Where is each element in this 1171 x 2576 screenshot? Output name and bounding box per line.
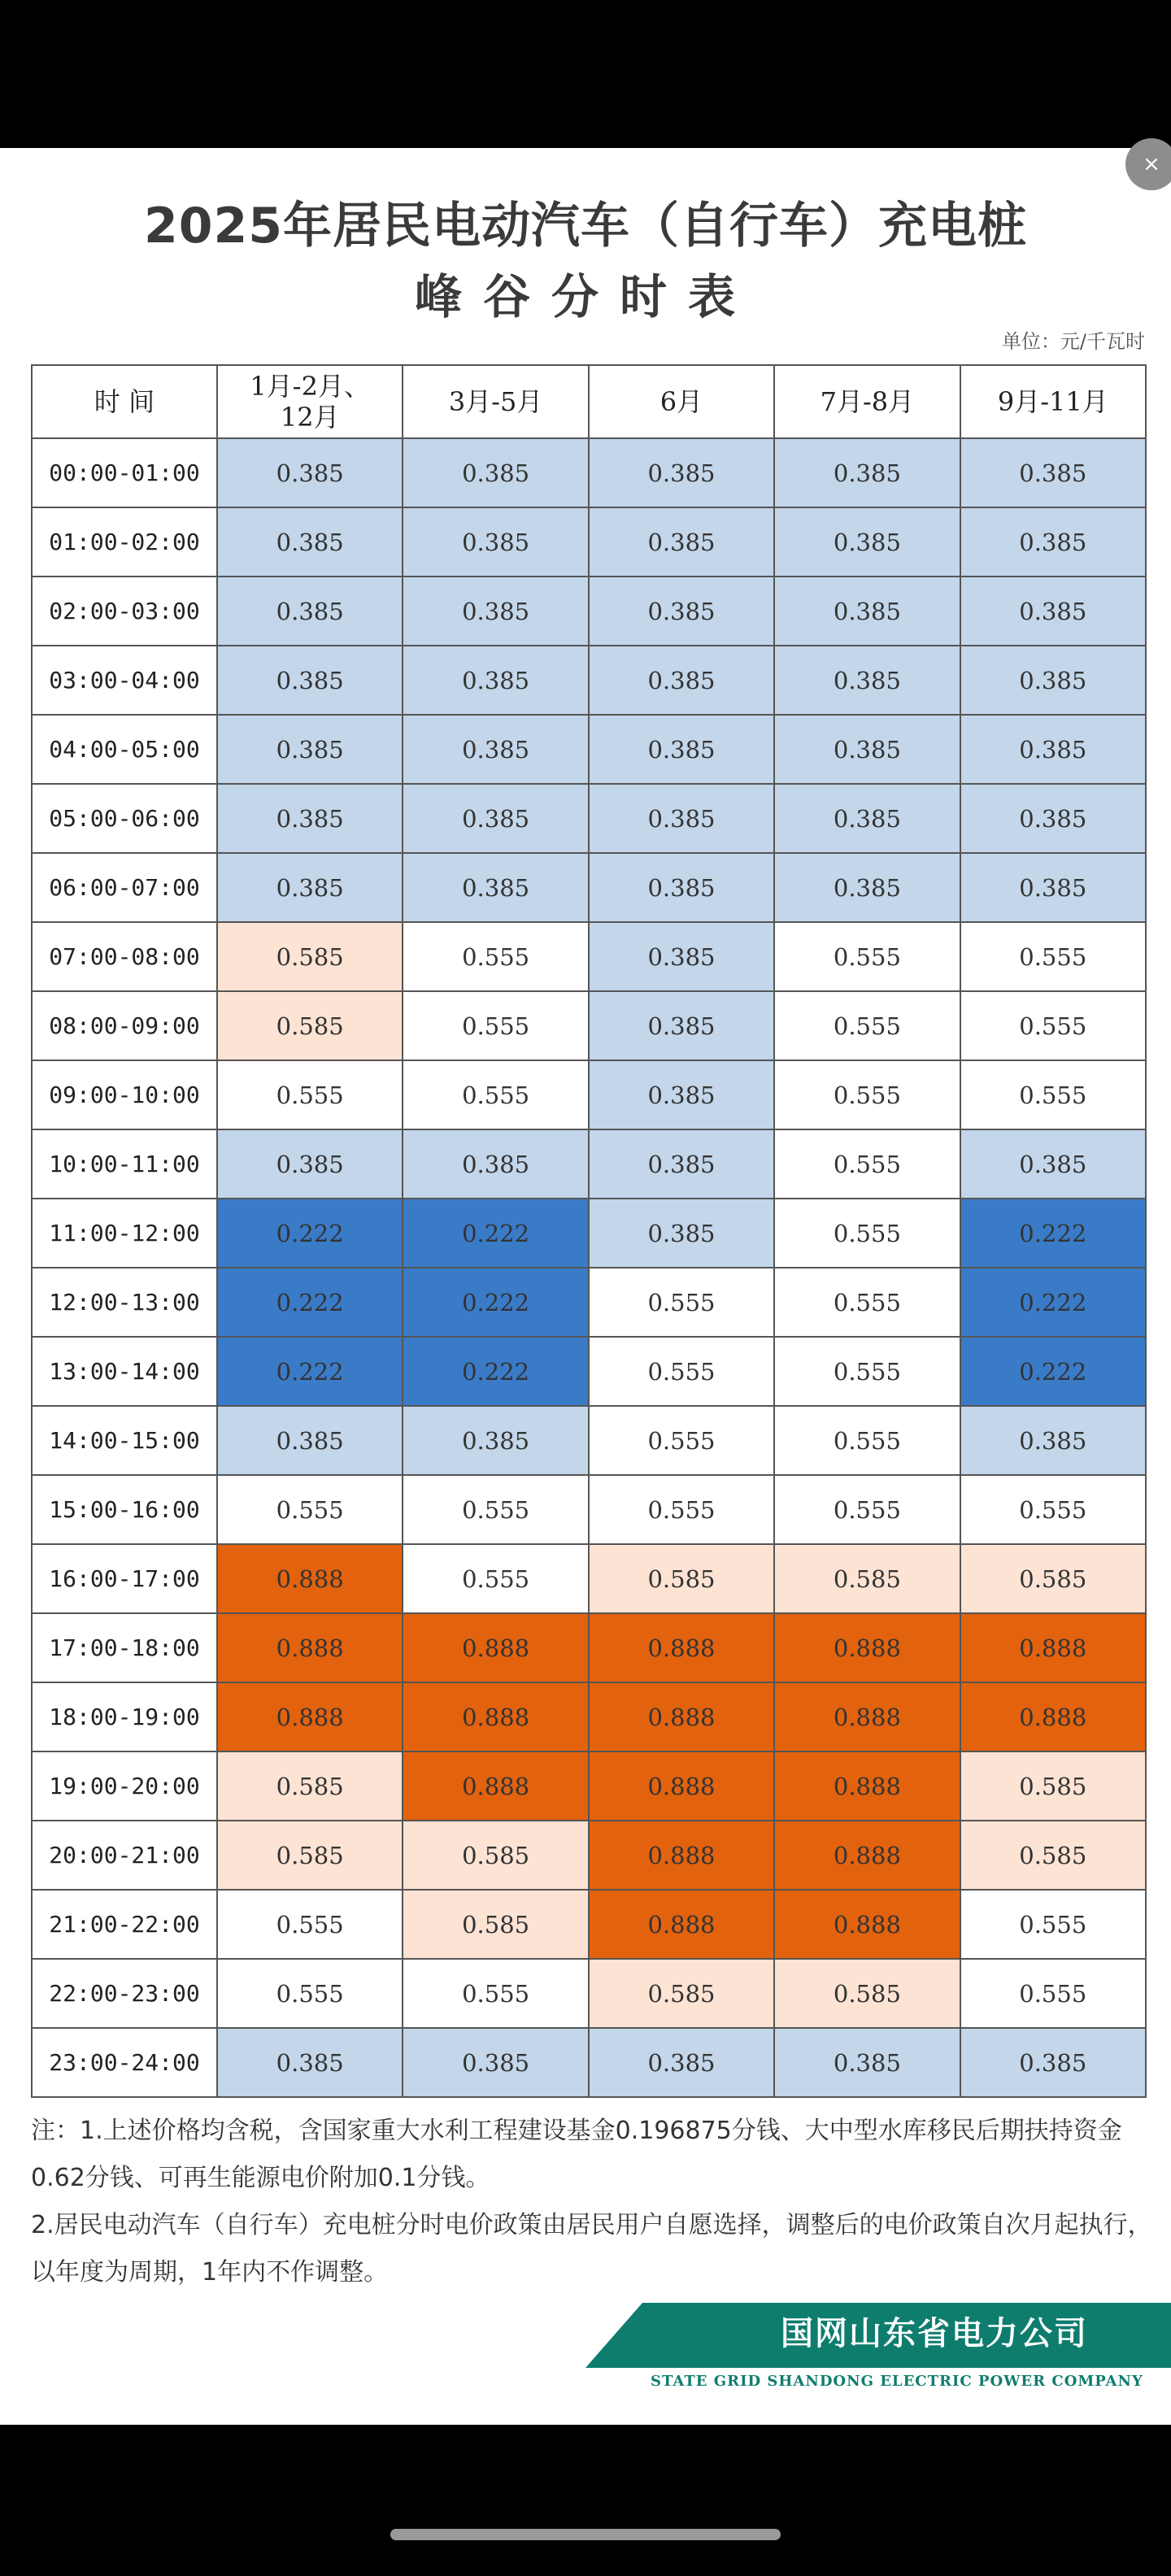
price-cell: 0.385 <box>961 1407 1147 1476</box>
price-cell: 0.555 <box>961 1476 1147 1545</box>
price-cell: 0.585 <box>403 1821 589 1891</box>
time-cell: 05:00-06:00 <box>33 785 218 854</box>
close-button[interactable]: × <box>1125 138 1171 190</box>
price-cell: 0.385 <box>403 1407 589 1476</box>
home-indicator[interactable] <box>390 2529 781 2540</box>
time-cell: 23:00-24:00 <box>33 2029 218 2098</box>
time-cell: 03:00-04:00 <box>33 646 218 716</box>
price-cell: 0.585 <box>403 1891 589 1960</box>
price-cell: 0.385 <box>403 577 589 646</box>
time-cell: 21:00-22:00 <box>33 1891 218 1960</box>
price-cell: 0.555 <box>590 1268 775 1338</box>
price-cell: 0.222 <box>403 1268 589 1338</box>
price-cell: 0.385 <box>961 2029 1147 2098</box>
price-cell: 0.385 <box>590 439 775 508</box>
price-cell: 0.385 <box>403 508 589 577</box>
price-cell: 0.888 <box>961 1614 1147 1683</box>
price-cell: 0.555 <box>403 1960 589 2029</box>
price-cell: 0.555 <box>590 1407 775 1476</box>
price-cell: 0.385 <box>590 577 775 646</box>
time-cell: 11:00-12:00 <box>33 1199 218 1268</box>
price-cell: 0.888 <box>775 1752 960 1821</box>
price-cell: 0.385 <box>218 439 403 508</box>
price-cell: 0.585 <box>218 1821 403 1891</box>
time-cell: 00:00-01:00 <box>33 439 218 508</box>
price-cell: 0.385 <box>775 577 960 646</box>
price-cell: 0.888 <box>590 1752 775 1821</box>
price-cell: 0.222 <box>218 1199 403 1268</box>
header-month-3: 6月 <box>590 366 775 439</box>
price-cell: 0.222 <box>961 1199 1147 1268</box>
company-logo-en: STATE GRID SHANDONG ELECTRIC POWER COMPANY <box>651 2373 1143 2390</box>
price-cell: 0.385 <box>961 1130 1147 1199</box>
price-cell: 0.555 <box>775 923 960 992</box>
price-cell: 0.385 <box>961 439 1147 508</box>
price-cell: 0.888 <box>590 1614 775 1683</box>
time-cell: 02:00-03:00 <box>33 577 218 646</box>
price-cell: 0.385 <box>590 1199 775 1268</box>
unit-label: 单位：元/千瓦时 <box>1001 330 1145 353</box>
price-cell: 0.385 <box>590 2029 775 2098</box>
price-cell: 0.888 <box>775 1614 960 1683</box>
status-bar-area <box>0 0 1171 148</box>
price-cell: 0.222 <box>218 1338 403 1407</box>
price-cell: 0.555 <box>775 1268 960 1338</box>
time-cell: 12:00-13:00 <box>33 1268 218 1338</box>
price-cell: 0.555 <box>775 1338 960 1407</box>
price-cell: 0.222 <box>961 1268 1147 1338</box>
price-cell: 0.888 <box>218 1545 403 1614</box>
price-cell: 0.385 <box>775 2029 960 2098</box>
time-cell: 22:00-23:00 <box>33 1960 218 2029</box>
price-cell: 0.585 <box>775 1960 960 2029</box>
price-cell: 0.385 <box>403 439 589 508</box>
price-cell: 0.222 <box>218 1268 403 1338</box>
time-cell: 18:00-19:00 <box>33 1683 218 1752</box>
price-cell: 0.385 <box>961 716 1147 785</box>
price-cell: 0.555 <box>775 992 960 1061</box>
price-cell: 0.585 <box>218 923 403 992</box>
price-cell: 0.385 <box>218 577 403 646</box>
header-month-5: 9月-11月 <box>961 366 1147 439</box>
price-cell: 0.585 <box>961 1821 1147 1891</box>
price-cell: 0.585 <box>218 992 403 1061</box>
price-cell: 0.385 <box>961 646 1147 716</box>
price-cell: 0.555 <box>961 1891 1147 1960</box>
price-cell: 0.585 <box>218 1752 403 1821</box>
time-cell: 01:00-02:00 <box>33 508 218 577</box>
price-cell: 0.385 <box>961 785 1147 854</box>
price-cell: 0.222 <box>961 1338 1147 1407</box>
price-cell: 0.385 <box>403 2029 589 2098</box>
price-cell: 0.222 <box>403 1199 589 1268</box>
price-cell: 0.385 <box>775 439 960 508</box>
price-cell: 0.385 <box>961 508 1147 577</box>
header-time: 时 间 <box>33 366 218 439</box>
price-cell: 0.555 <box>403 1061 589 1130</box>
price-cell: 0.385 <box>218 1407 403 1476</box>
company-logo-cn: 国网山东省电力公司 <box>781 2315 1088 2352</box>
price-cell: 0.555 <box>961 992 1147 1061</box>
price-cell: 0.385 <box>590 785 775 854</box>
time-cell: 14:00-15:00 <box>33 1407 218 1476</box>
price-cell: 0.385 <box>961 854 1147 923</box>
page-subtitle: 峰谷分时表 <box>414 269 756 324</box>
document-page <box>0 148 1171 2425</box>
price-cell: 0.385 <box>590 508 775 577</box>
price-cell: 0.385 <box>775 716 960 785</box>
price-cell: 0.385 <box>403 785 589 854</box>
price-cell: 0.555 <box>403 1545 589 1614</box>
price-cell: 0.555 <box>775 1199 960 1268</box>
price-cell: 0.385 <box>403 1130 589 1199</box>
price-cell: 0.555 <box>403 992 589 1061</box>
price-cell: 0.385 <box>590 854 775 923</box>
price-cell: 0.585 <box>961 1752 1147 1821</box>
time-cell: 08:00-09:00 <box>33 992 218 1061</box>
price-cell: 0.385 <box>961 577 1147 646</box>
header-month-4: 7月-8月 <box>775 366 960 439</box>
price-cell: 0.385 <box>590 1130 775 1199</box>
price-cell: 0.555 <box>961 1960 1147 2029</box>
price-cell: 0.555 <box>775 1061 960 1130</box>
time-cell: 04:00-05:00 <box>33 716 218 785</box>
price-cell: 0.555 <box>218 1476 403 1545</box>
price-cell: 0.555 <box>403 923 589 992</box>
price-cell: 0.585 <box>590 1545 775 1614</box>
time-cell: 16:00-17:00 <box>33 1545 218 1614</box>
time-cell: 15:00-16:00 <box>33 1476 218 1545</box>
price-cell: 0.888 <box>403 1683 589 1752</box>
header-month-2: 3月-5月 <box>403 366 589 439</box>
time-cell: 07:00-08:00 <box>33 923 218 992</box>
note-2: 2.居民电动汽车（自行车）充电桩分时电价政策由居民用户自愿选择，调整后的电价政策自次月起执行，以年度为周期，1年内不作调整。 <box>31 2211 1152 2287</box>
time-cell: 13:00-14:00 <box>33 1338 218 1407</box>
price-cell: 0.385 <box>403 646 589 716</box>
price-cell: 0.555 <box>403 1476 589 1545</box>
time-cell: 10:00-11:00 <box>33 1130 218 1199</box>
price-cell: 0.585 <box>775 1545 960 1614</box>
price-cell: 0.888 <box>218 1683 403 1752</box>
time-cell: 09:00-10:00 <box>33 1061 218 1130</box>
price-cell: 0.888 <box>775 1821 960 1891</box>
price-cell: 0.385 <box>775 646 960 716</box>
price-cell: 0.222 <box>403 1338 589 1407</box>
price-cell: 0.555 <box>590 1476 775 1545</box>
note-1: 注：1.上述价格均含税，含国家重大水利工程建设基金0.196875分钱、大中型水库移民后期扶持资金0.62分钱、可再生能源电价附加0.1分钱。 <box>31 2117 1122 2192</box>
price-cell: 0.385 <box>218 2029 403 2098</box>
price-cell: 0.585 <box>590 1960 775 2029</box>
price-cell: 0.555 <box>218 1960 403 2029</box>
header-month-1: 1月-2月、 12月 <box>218 366 403 439</box>
price-cell: 0.385 <box>218 508 403 577</box>
price-cell: 0.555 <box>590 1338 775 1407</box>
price-cell: 0.555 <box>218 1061 403 1130</box>
price-cell: 0.888 <box>218 1614 403 1683</box>
price-cell: 0.888 <box>961 1683 1147 1752</box>
time-cell: 06:00-07:00 <box>33 854 218 923</box>
time-cell: 20:00-21:00 <box>33 1821 218 1891</box>
price-cell: 0.385 <box>218 716 403 785</box>
price-cell: 0.555 <box>775 1130 960 1199</box>
price-cell: 0.888 <box>590 1891 775 1960</box>
price-cell: 0.385 <box>590 716 775 785</box>
notes <box>31 2108 1153 2296</box>
price-cell: 0.888 <box>403 1614 589 1683</box>
price-cell: 0.385 <box>775 854 960 923</box>
price-cell: 0.385 <box>775 785 960 854</box>
price-cell: 0.385 <box>218 785 403 854</box>
time-cell: 17:00-18:00 <box>33 1614 218 1683</box>
price-cell: 0.555 <box>961 1061 1147 1130</box>
price-cell: 0.385 <box>590 646 775 716</box>
price-cell: 0.555 <box>218 1891 403 1960</box>
price-cell: 0.888 <box>775 1683 960 1752</box>
price-cell: 0.385 <box>403 716 589 785</box>
price-table <box>31 364 1147 2098</box>
price-cell: 0.385 <box>590 923 775 992</box>
price-cell: 0.385 <box>590 992 775 1061</box>
page-title: 2025年居民电动汽车（自行车）充电桩 <box>144 198 1027 255</box>
price-cell: 0.385 <box>218 1130 403 1199</box>
price-cell: 0.385 <box>218 646 403 716</box>
time-cell: 19:00-20:00 <box>33 1752 218 1821</box>
price-cell: 0.888 <box>590 1821 775 1891</box>
price-cell: 0.888 <box>775 1891 960 1960</box>
price-cell: 0.555 <box>961 923 1147 992</box>
price-cell: 0.385 <box>775 508 960 577</box>
price-cell: 0.888 <box>590 1683 775 1752</box>
price-cell: 0.385 <box>590 1061 775 1130</box>
price-cell: 0.555 <box>775 1407 960 1476</box>
price-cell: 0.585 <box>961 1545 1147 1614</box>
price-cell: 0.385 <box>218 854 403 923</box>
price-cell: 0.555 <box>775 1476 960 1545</box>
price-cell: 0.888 <box>403 1752 589 1821</box>
price-cell: 0.385 <box>403 854 589 923</box>
